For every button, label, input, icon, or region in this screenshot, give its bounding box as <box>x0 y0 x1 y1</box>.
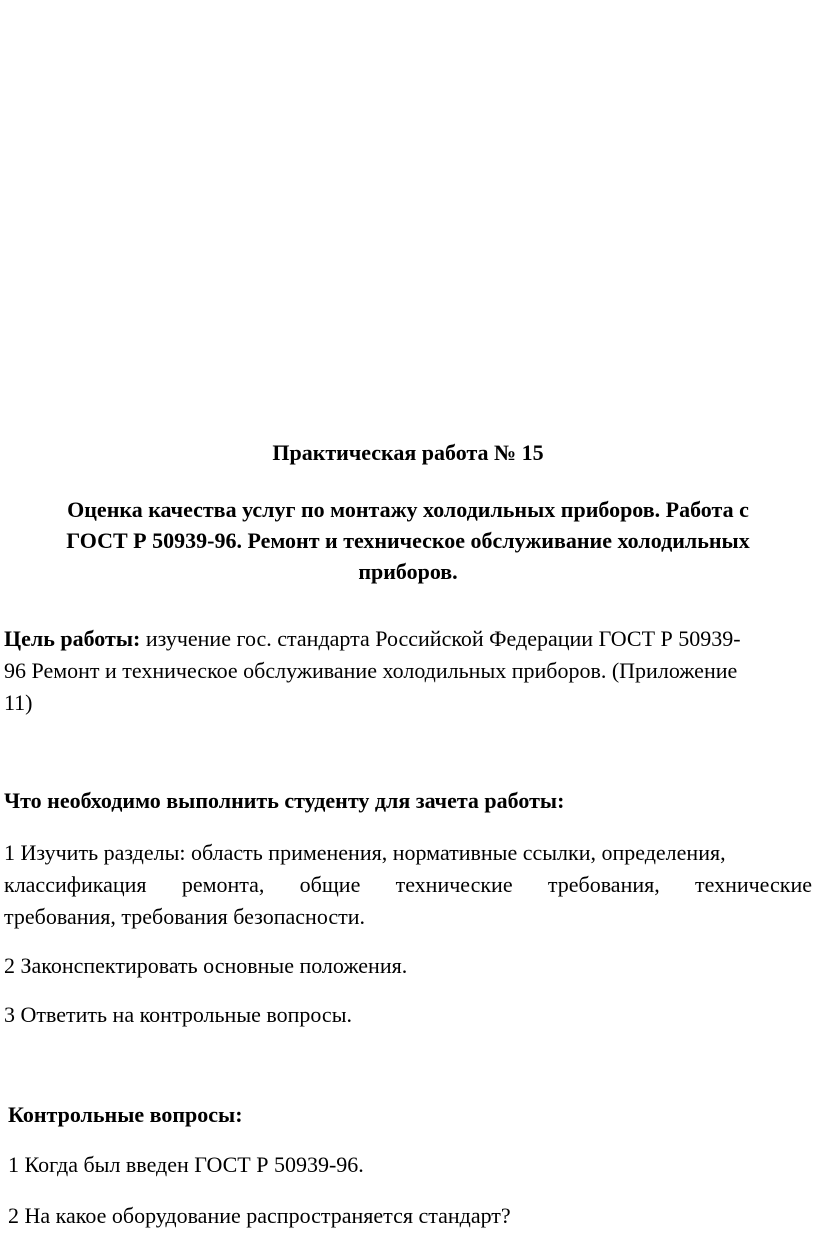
task-1-word: технические <box>694 872 812 897</box>
task-1-word: общие <box>299 872 361 897</box>
goal-text: изучение гос. стандарта Российской Федерации ГОСТ Р 50939- <box>145 626 741 651</box>
subtitle-line: ГОСТ Р 50939-96. Ремонт и техническое обслуживание холодильных <box>66 528 750 553</box>
goal-line-2: 96 Ремонт и техническое обслуживание холодильных приборов. (Приложение <box>4 658 738 683</box>
goal-line-3: 11) <box>4 690 33 715</box>
question-1: 1 Когда был введен ГОСТ Р 50939-96. <box>8 1152 364 1177</box>
task-2: 2 Законспектировать основные положения. <box>4 953 408 978</box>
goal-line-1 <box>4 626 741 652</box>
work-subtitle <box>10 494 806 587</box>
subtitle-line: приборов. <box>358 559 458 584</box>
task-1-line-2 <box>4 872 812 898</box>
task-3: 3 Ответить на контрольные вопросы. <box>4 1002 352 1027</box>
task-1-word: ремонта, <box>181 872 265 897</box>
tasks-heading: Что необходимо выполнить студенту для зачета работы: <box>4 788 565 813</box>
subtitle-line: Оценка качества услуг по монтажу холодильных приборов. Работа с <box>67 497 749 522</box>
task-1-word: требования, <box>547 872 660 897</box>
task-1-line-3: требования, требования безопасности. <box>4 904 366 929</box>
goal-label: Цель работы: <box>4 626 141 651</box>
page-title: Практическая работа № 15 <box>272 440 544 465</box>
task-1-word: технические <box>395 872 513 897</box>
task-1-line-1: 1 Изучить разделы: область применения, нормативные ссылки, определения, <box>4 840 726 865</box>
task-1-word: классификация <box>4 872 147 897</box>
question-2: 2 На какое оборудование распространяется стандарт? <box>8 1203 511 1228</box>
questions-heading: Контрольные вопросы: <box>8 1102 243 1127</box>
